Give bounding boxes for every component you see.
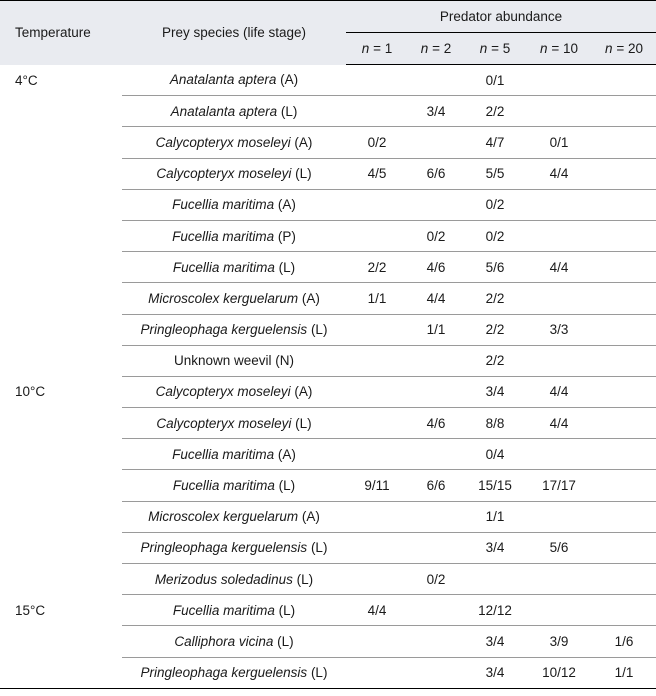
life-stage: (L) [310, 540, 328, 556]
value-cell: 3/4 [464, 376, 526, 407]
value-cell [408, 595, 464, 626]
prey-species-cell [122, 252, 346, 283]
value-cell: 1/6 [592, 626, 656, 657]
species-name: Unknown weevil [173, 353, 272, 369]
value-cell: 2/2 [346, 252, 408, 283]
species-name: Merizodus soledadinus [154, 571, 293, 587]
n-symbol: n [361, 41, 370, 56]
prey-species-cell [122, 408, 346, 439]
prey-species-cell [122, 96, 346, 127]
temperature-cell [0, 283, 122, 314]
table-row [0, 439, 656, 470]
species-name: Calycopteryx moseleyi [156, 415, 292, 431]
value-cell: 0/2 [464, 189, 526, 220]
value-cell: 4/4 [526, 408, 592, 439]
value-cell: 0/2 [408, 220, 464, 251]
life-stage: (L) [296, 571, 314, 587]
table-row [0, 564, 656, 595]
table-row [0, 220, 656, 251]
prey-species-cell [122, 439, 346, 470]
n-header-2 [464, 33, 526, 65]
species-name: Fucellia maritima [172, 446, 275, 462]
prey-species-cell [122, 314, 346, 345]
life-stage: (L) [278, 602, 296, 618]
value-cell [592, 65, 656, 96]
life-stage: (P) [277, 228, 296, 244]
species-name: Fucellia maritima [172, 602, 275, 618]
value-cell: 2/2 [464, 314, 526, 345]
value-cell [592, 345, 656, 376]
species-name: Pringleophaga kerguelensis [140, 540, 308, 556]
temperature-cell [0, 345, 122, 376]
table-row [0, 470, 656, 501]
value-cell [526, 345, 592, 376]
species-name: Pringleophaga kerguelensis [140, 665, 308, 681]
value-cell: 4/6 [408, 408, 464, 439]
life-stage: (N) [275, 353, 295, 369]
temperature-cell [0, 470, 122, 501]
value-cell [346, 189, 408, 220]
prey-species-cell [122, 501, 346, 532]
prey-species-cell [122, 345, 346, 376]
prey-species-cell [122, 564, 346, 595]
predator-abundance-header: Predator abundance [346, 1, 656, 33]
n-level-value: = 2 [432, 41, 452, 56]
value-cell [408, 345, 464, 376]
life-stage: (L) [310, 322, 328, 338]
temperature-cell [0, 252, 122, 283]
value-cell: 1/1 [464, 501, 526, 532]
value-cell: 1/1 [346, 283, 408, 314]
value-cell: 4/4 [408, 283, 464, 314]
value-cell: 6/6 [408, 470, 464, 501]
table-row [0, 65, 656, 96]
value-cell [464, 564, 526, 595]
table-row [0, 252, 656, 283]
table-row [0, 96, 656, 127]
table-row [0, 283, 656, 314]
table-row [0, 158, 656, 189]
n-level-value: = 20 [616, 41, 643, 56]
n-symbol: n [479, 41, 488, 56]
value-cell [592, 220, 656, 251]
value-cell: 1/1 [592, 657, 656, 688]
value-cell [592, 470, 656, 501]
temperature-header: Temperature [0, 1, 122, 65]
value-cell [408, 501, 464, 532]
prey-species-cell [122, 657, 346, 688]
n-level-value: = 1 [373, 41, 393, 56]
prey-species-cell [122, 189, 346, 220]
value-cell [592, 439, 656, 470]
value-cell [526, 283, 592, 314]
value-cell: 0/2 [464, 220, 526, 251]
value-cell: 6/6 [408, 158, 464, 189]
value-cell: 2/2 [464, 283, 526, 314]
value-cell [346, 501, 408, 532]
value-cell [346, 439, 408, 470]
species-name: Anatalanta aptera [169, 72, 277, 88]
n-header-4 [592, 33, 656, 65]
life-stage: (A) [280, 72, 299, 88]
value-cell [592, 564, 656, 595]
temperature-cell [0, 96, 122, 127]
value-cell: 0/4 [464, 439, 526, 470]
temperature-cell [0, 158, 122, 189]
life-stage: (A) [277, 197, 296, 213]
value-cell [526, 501, 592, 532]
value-cell: 5/6 [464, 252, 526, 283]
prey-species-cell [122, 283, 346, 314]
value-cell [408, 65, 464, 96]
value-cell [592, 376, 656, 407]
species-name: Microscolex kerguelarum [148, 509, 299, 525]
value-cell [592, 189, 656, 220]
prey-species-cell [122, 376, 346, 407]
value-cell [592, 252, 656, 283]
table-row [0, 501, 656, 532]
value-cell: 0/2 [408, 564, 464, 595]
prey-species-cell [122, 65, 346, 96]
value-cell: 2/2 [464, 345, 526, 376]
value-cell [346, 657, 408, 688]
temperature-cell [0, 657, 122, 688]
value-cell: 4/4 [346, 595, 408, 626]
value-cell: 4/4 [526, 158, 592, 189]
table-row [0, 314, 656, 345]
life-stage: (L) [295, 415, 312, 431]
value-cell: 1/1 [408, 314, 464, 345]
temperature-cell: 10°C [15, 384, 46, 400]
life-stage: (A) [301, 290, 320, 306]
prey-species-cell [122, 532, 346, 563]
value-cell: 4/6 [408, 252, 464, 283]
value-cell: 3/4 [464, 532, 526, 563]
life-stage: (A) [294, 384, 313, 400]
life-stage: (A) [277, 446, 296, 462]
species-name: Fucellia maritima [172, 259, 275, 275]
n-header-1 [408, 33, 464, 65]
temperature-cell [0, 501, 122, 532]
temperature-cell [0, 532, 122, 563]
table-row [0, 595, 656, 626]
species-name: Calycopteryx moseleyi [156, 166, 292, 182]
value-cell: 0/2 [346, 127, 408, 158]
table-row [0, 626, 656, 657]
value-cell [408, 532, 464, 563]
value-cell [346, 65, 408, 96]
value-cell [526, 595, 592, 626]
temperature-cell [0, 189, 122, 220]
table-row [0, 127, 656, 158]
value-cell [408, 127, 464, 158]
life-stage: (A) [294, 134, 313, 150]
value-cell [408, 376, 464, 407]
temperature-cell [0, 127, 122, 158]
n-header-3 [526, 33, 592, 65]
value-cell: 3/3 [526, 314, 592, 345]
temperature-cell [0, 220, 122, 251]
value-cell [592, 283, 656, 314]
n-symbol: n [540, 41, 548, 56]
species-name: Calycopteryx moseleyi [155, 384, 291, 400]
temperature-cell [0, 439, 122, 470]
table-row [0, 532, 656, 563]
value-cell: 17/17 [526, 470, 592, 501]
species-name: Microscolex kerguelarum [148, 290, 299, 306]
value-cell [346, 626, 408, 657]
value-cell [346, 532, 408, 563]
value-cell [346, 376, 408, 407]
life-stage: (L) [295, 166, 312, 182]
species-name: Fucellia maritima [172, 197, 275, 213]
value-cell [592, 408, 656, 439]
species-name: Anatalanta aptera [170, 103, 278, 119]
value-cell: 4/4 [526, 376, 592, 407]
temperature-cell [0, 564, 122, 595]
value-cell [526, 564, 592, 595]
species-name: Fucellia maritima [172, 478, 275, 494]
prey-species-cell [122, 127, 346, 158]
value-cell: 3/9 [526, 626, 592, 657]
value-cell [346, 408, 408, 439]
table-row [0, 657, 656, 688]
value-cell: 3/4 [464, 626, 526, 657]
value-cell: 15/15 [464, 470, 526, 501]
species-name: Calycopteryx moseleyi [155, 134, 291, 150]
value-cell [592, 595, 656, 626]
n-level-value: = 5 [491, 41, 511, 56]
table-row [0, 189, 656, 220]
table-row [0, 408, 656, 439]
n-header-0 [346, 33, 408, 65]
value-cell [346, 220, 408, 251]
value-cell [592, 501, 656, 532]
value-cell [592, 96, 656, 127]
value-cell: 0/1 [464, 65, 526, 96]
value-cell [592, 314, 656, 345]
value-cell: 3/4 [408, 96, 464, 127]
value-cell [346, 345, 408, 376]
value-cell: 4/5 [346, 158, 408, 189]
value-cell [526, 96, 592, 127]
n-symbol: n [605, 41, 613, 56]
life-stage: (L) [280, 103, 298, 119]
value-cell [408, 626, 464, 657]
value-cell: 8/8 [464, 408, 526, 439]
temperature-cell: 4°C [15, 72, 38, 88]
value-cell: 2/2 [464, 96, 526, 127]
life-stage: (L) [310, 665, 328, 681]
value-cell [592, 127, 656, 158]
value-cell [526, 189, 592, 220]
value-cell [408, 439, 464, 470]
table-body [0, 65, 656, 689]
n-level-value: = 10 [551, 41, 578, 56]
prey-species-cell [122, 470, 346, 501]
life-stage: (A) [301, 509, 320, 525]
value-cell: 9/11 [346, 470, 408, 501]
value-cell: 0/1 [526, 127, 592, 158]
temperature-cell: 15°C [15, 602, 46, 618]
value-cell [592, 532, 656, 563]
value-cell [526, 65, 592, 96]
temperature-cell [0, 626, 122, 657]
value-cell [346, 564, 408, 595]
prey-species-cell [122, 158, 346, 189]
prey-species-cell [122, 220, 346, 251]
life-stage: (L) [278, 259, 296, 275]
value-cell [408, 189, 464, 220]
value-cell [346, 314, 408, 345]
value-cell [408, 657, 464, 688]
value-cell: 3/4 [464, 657, 526, 688]
temperature-cell [0, 314, 122, 345]
table-header [0, 1, 656, 65]
value-cell: 5/6 [526, 532, 592, 563]
n-symbol: n [420, 41, 429, 56]
species-name: Pringleophaga kerguelensis [140, 322, 308, 338]
value-cell: 5/5 [464, 158, 526, 189]
value-cell: 4/7 [464, 127, 526, 158]
value-cell: 4/4 [526, 252, 592, 283]
value-cell: 10/12 [526, 657, 592, 688]
value-cell [526, 439, 592, 470]
table-row [0, 376, 656, 407]
table-row [0, 345, 656, 376]
species-name: Calliphora vicina [174, 633, 274, 649]
prey-species-header: Prey species (life stage) [122, 1, 346, 65]
prey-species-cell [122, 626, 346, 657]
life-stage: (L) [278, 478, 296, 494]
species-name: Fucellia maritima [172, 228, 275, 244]
value-cell [526, 220, 592, 251]
value-cell: 12/12 [464, 595, 526, 626]
value-cell [592, 158, 656, 189]
value-cell [346, 96, 408, 127]
life-stage: (L) [277, 633, 294, 649]
temperature-cell [0, 408, 122, 439]
prey-species-cell [122, 595, 346, 626]
